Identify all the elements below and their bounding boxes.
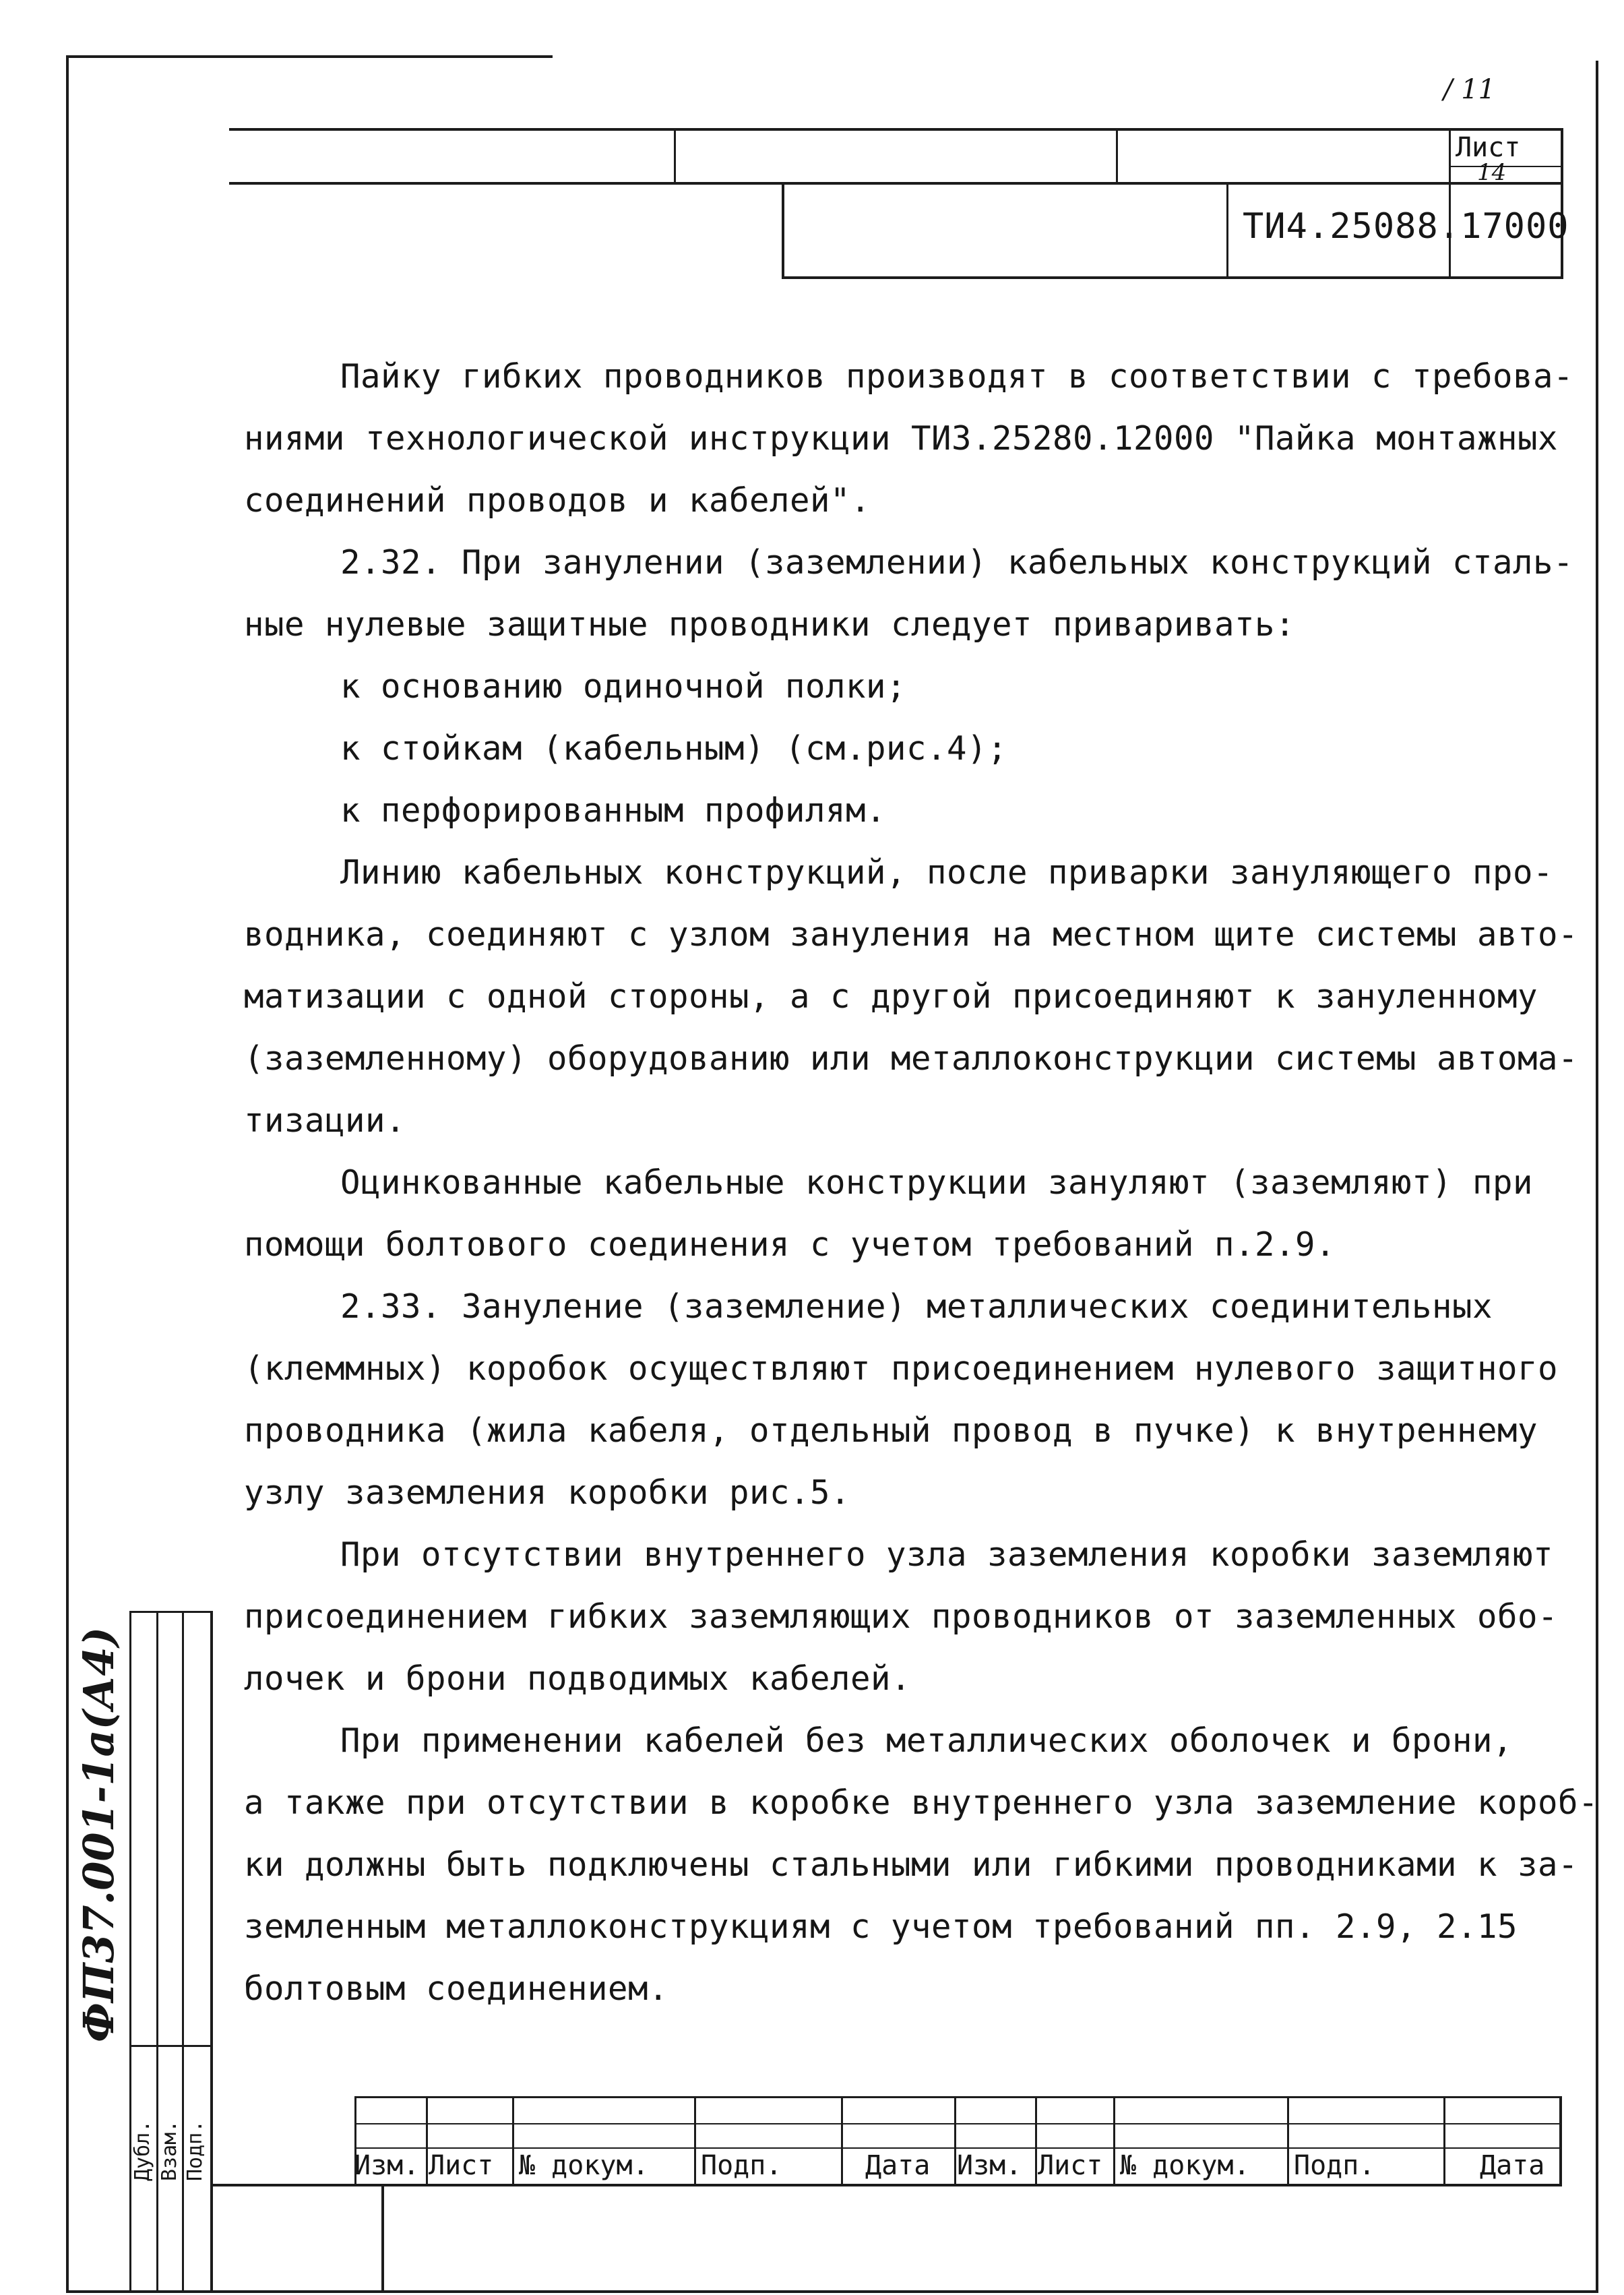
stamp-label-podp: Подп.: [701, 2150, 782, 2181]
body-line: болтовым соединением.: [244, 1969, 669, 2008]
body-line: При отсутствии внутреннего узла заземления коробки заземляют: [340, 1535, 1554, 1574]
body-line: проводника (жила кабеля, отдельный провод в пучке) к внутреннему: [244, 1411, 1538, 1450]
stamp-label-list-2: Лист: [1038, 2150, 1103, 2181]
body-line: (заземленному) оборудованию или металлоконструкции системы автома-: [244, 1039, 1579, 1078]
stamp-label-ndokum-2: № докум.: [1120, 2150, 1250, 2181]
body-line: узлу заземления коробки рис.5.: [244, 1473, 851, 1512]
frame-left-rule: [66, 55, 69, 2293]
body-line: При применении кабелей без металлических оболочек и брони,: [340, 1721, 1513, 1760]
body-line: лочек и брони подводимых кабелей.: [244, 1659, 912, 1698]
stamp-label-izm-2: Изм.: [957, 2150, 1022, 2181]
body-line: Линию кабельных конструкций, после приварки зануляющего про-: [340, 853, 1554, 892]
body-line: (клеммных) коробок осуществляют присоединением нулевого защитного: [244, 1349, 1559, 1388]
body-line: матизации с одной стороны, а с другой присоединяют к зануленному: [244, 977, 1538, 1016]
body-line: к основанию одиночной полки;: [340, 667, 907, 706]
stamp-label-list: Лист: [429, 2150, 494, 2181]
sheet-label: Лист: [1456, 132, 1521, 163]
body-line: 2.32. При занулении (заземлении) кабельных конструкций сталь-: [340, 543, 1574, 582]
sheet-number: 14: [1477, 159, 1507, 186]
frame-right-rule: [1596, 61, 1598, 2290]
body-line: присоединением гибких заземляющих проводников от заземленных обо-: [244, 1597, 1559, 1636]
frame-top-rule: [67, 55, 553, 58]
stamp-label-podp-2: Подп.: [1294, 2150, 1375, 2181]
body-line: а также при отсутствии в коробке внутреннего узла заземление короб-: [244, 1783, 1599, 1822]
side-label-podp: Подп.: [183, 2120, 207, 2181]
body-line: соединений проводов и кабелей".: [244, 481, 871, 520]
body-line: ные нулевые защитные проводники следует приваривать:: [244, 605, 1296, 644]
body-line: к перфорированным профилям.: [340, 791, 887, 830]
form-code-label: ФП37.001-1а(А4): [74, 1626, 123, 2042]
body-line: Оцинкованные кабельные конструкции зануляют (заземляют) при: [340, 1163, 1534, 1202]
side-label-vzam: Взам.: [158, 2120, 181, 2181]
stamp-label-data: Дата: [865, 2150, 931, 2181]
stamp-label-ndokum: № докум.: [519, 2150, 649, 2181]
frame-bottom-rule: [66, 2290, 1598, 2293]
document-code: ТИ4.25088.17000: [1243, 206, 1569, 247]
corner-page-mark: / 11: [1443, 74, 1496, 105]
body-line: ниями технологической инструкции ТИЗ.25280.12000 "Пайка монтажных: [244, 419, 1559, 458]
body-line: водника, соединяют с узлом зануления на местном щите системы авто-: [244, 915, 1579, 954]
body-line: к стойкам (кабельным) (см.рис.4);: [340, 729, 1008, 768]
body-line: земленным металлоконструкциям с учетом требований пп. 2.9, 2.15: [244, 1907, 1518, 1946]
body-line: тизации.: [244, 1101, 406, 1140]
body-line: 2.33. Зануление (заземление) металлических соединительных: [340, 1287, 1493, 1326]
body-line: Пайку гибких проводников производят в соответствии с требова-: [340, 357, 1574, 396]
body-line: помощи болтового соединения с учетом требований п.2.9.: [244, 1225, 1336, 1264]
stamp-label-izm: Изм.: [354, 2150, 420, 2181]
body-line: ки должны быть подключены стальными или гибкими проводниками к за-: [244, 1845, 1579, 1884]
side-label-dubl: Дубл.: [131, 2120, 154, 2181]
stamp-label-data-2: Дата: [1480, 2150, 1545, 2181]
